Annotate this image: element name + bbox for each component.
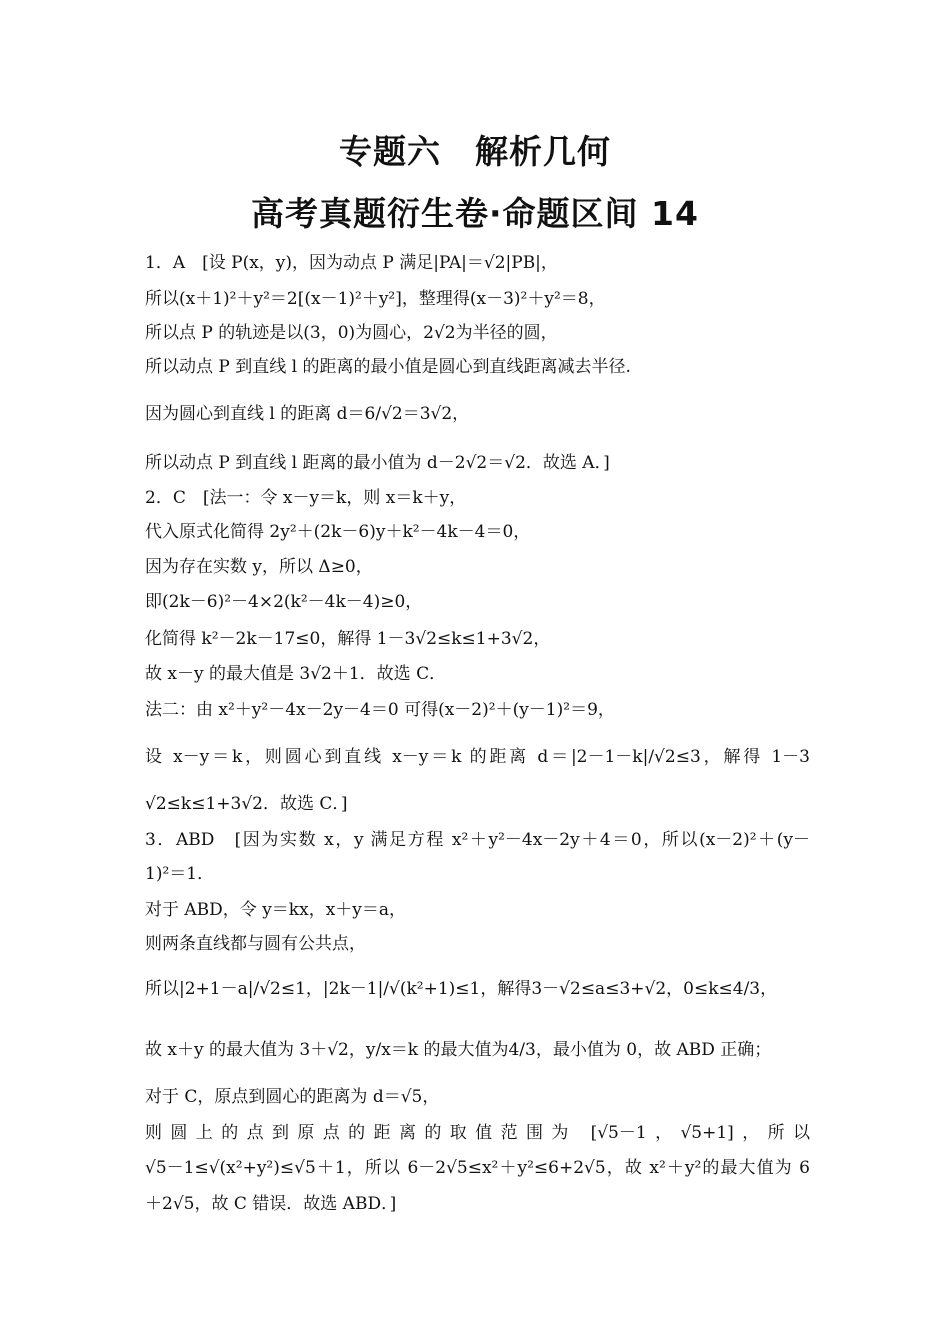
- text-line: 2．C [法一：令 x－y＝k，则 x＝k＋y，: [145, 488, 467, 508]
- text-line: 代入原式化简得 2y²＋(2k－6)y＋k²－4k－4＝0，: [145, 522, 531, 542]
- text-line: 1)²＝1．: [145, 864, 215, 884]
- text-line: 3．ABD [因为实数 x，y 满足方程 x²＋y²－4x－2y＋4＝0，所以(x－2)²＋(y－: [145, 830, 810, 850]
- text-line: √5－1≤√(x²+y²)≤√5＋1，所以 6－2√5≤x²＋y²≤6+2√5，故 x²＋y²的最大值为 6: [145, 1158, 810, 1178]
- text-line: 故 x＋y 的最大值为 3＋√2，y/x＝k 的最大值为4/3，最小值为 0，故 ABD 正确；: [145, 1040, 772, 1060]
- text-line: √2≤k≤1+3√2．故选 C．]: [145, 794, 348, 814]
- text-line: 设 x－y＝k，则圆心到直线 x－y＝k 的距离 d＝|2－1－k|/√2≤3，解得 1－3: [145, 747, 810, 767]
- text-line: 因为圆心到直线 l 的距离 d＝6/√2＝3√2，: [145, 404, 470, 424]
- text-line: 所以(x＋1)²＋y²＝2[(x－1)²＋y²]，整理得(x－3)²＋y²＝8，: [145, 289, 606, 309]
- text-line: 则两条直线都与圆有公共点，: [145, 934, 366, 954]
- text-line: 故 x－y 的最大值是 3√2＋1．故选 C．: [145, 664, 447, 684]
- text-line: 即(2k－6)²－4×2(k²－4k－4)≥0，: [145, 592, 423, 612]
- text-line: 所以点 P 的轨迹是以(3，0)为圆心，2√2为半径的圆，: [145, 323, 558, 343]
- page-subtitle: 高考真题衍生卷·命题区间 14: [251, 194, 699, 233]
- text-line: 所以动点 P 到直线 l 的距离的最小值是圆心到直线距离减去半径.: [145, 357, 631, 377]
- text-line: 所以动点 P 到直线 l 距离的最小值为 d－2√2＝√2．故选 A．]: [145, 453, 610, 473]
- page-title: 专题六 解析几何: [339, 132, 611, 171]
- text-line: ＋2√5，故 C 错误．故选 ABD．]: [145, 1194, 397, 1214]
- text-line: 对于 ABD，令 y＝kx，x＋y＝a，: [145, 900, 407, 920]
- text-line: 1．A [设 P(x，y)，因为动点 P 满足|PA|＝√2|PB|，: [145, 253, 558, 273]
- text-line: 因为存在实数 y，所以 Δ≥0，: [145, 557, 373, 577]
- text-line: 则圆上的点到原点的距离的取值范围为 [√5－1，√5+1]，所以: [145, 1123, 810, 1143]
- text-line: 对于 C，原点到圆心的距离为 d＝√5，: [145, 1087, 440, 1107]
- text-line: 法二：由 x²＋y²－4x－2y－4＝0 可得(x－2)²＋(y－1)²＝9，: [145, 700, 615, 720]
- text-line: 所以|2+1－a|/√2≤1，|2k－1|/√(k²+1)≤1，解得3－√2≤a≤3+√2，0≤k≤4/3，: [145, 979, 778, 999]
- text-line: 化简得 k²－2k－17≤0，解得 1－3√2≤k≤1+3√2，: [145, 629, 551, 649]
